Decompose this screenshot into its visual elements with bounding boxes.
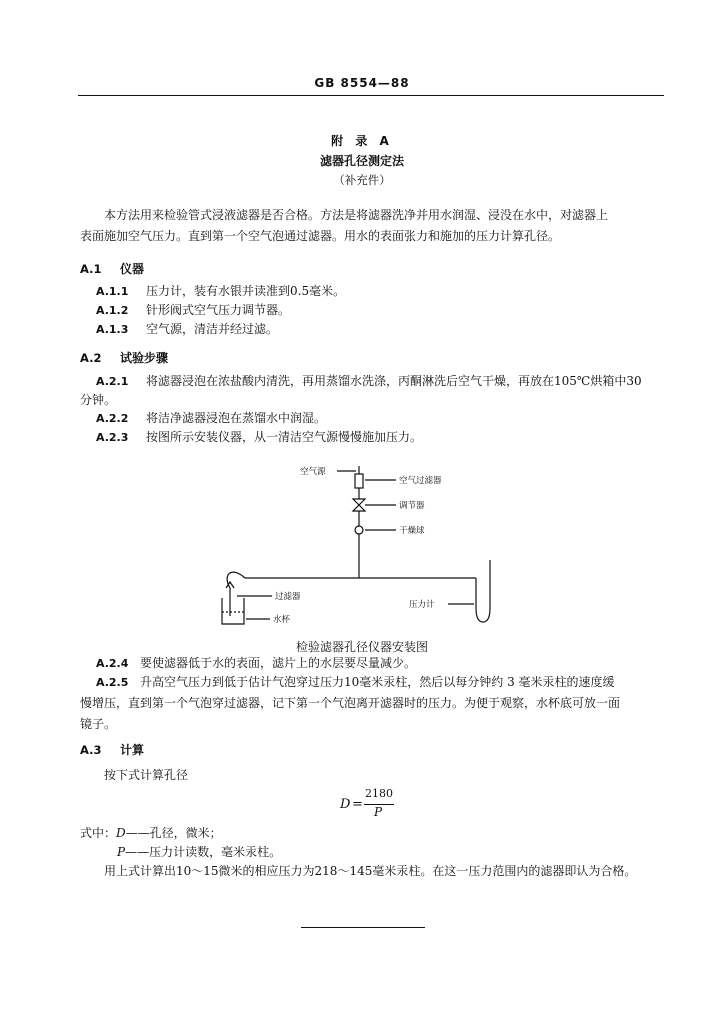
symbol-d: D xyxy=(116,826,126,840)
item-text: 将滤器浸泡在浓盐酸内清洗，再用蒸馏水洗涤，丙酮淋洗后空气干燥，再放在105℃烘箱中30 xyxy=(146,374,642,388)
symbol-p-description: ——压力计读数，毫米汞柱。 xyxy=(125,845,282,859)
symbol-d-description: ——孔径，微米； xyxy=(125,826,222,840)
item-a2-5 xyxy=(96,675,615,690)
item-number: A.2.4 xyxy=(96,657,129,670)
footer-rule xyxy=(301,927,425,928)
symbol-p: P xyxy=(117,845,126,859)
document-subtitle: （补充件） xyxy=(333,173,391,187)
label-regulator: 调节器 xyxy=(399,501,425,511)
where-line-d xyxy=(80,826,222,840)
item-number: A.1.1 xyxy=(96,285,129,298)
item-text: 针形阀式空气压力调节器。 xyxy=(146,303,291,317)
water-cup-shape xyxy=(222,598,244,624)
regulator-valve-shape xyxy=(353,499,365,511)
standard-number-header: GB 8554—88 xyxy=(314,76,410,90)
formula-equals: = xyxy=(352,797,363,812)
document-title: 滤器孔径测定法 xyxy=(319,154,404,168)
section-title: 试验步骤 xyxy=(120,351,169,365)
item-number: A.2.3 xyxy=(96,431,129,444)
section-number: A.3 xyxy=(80,743,102,757)
item-number: A.2.2 xyxy=(96,412,129,425)
appendix-heading: 附 录 A xyxy=(331,134,393,148)
conclusion: 用上式计算出10～15微米的相应压力为218～145毫米汞柱。在这一压力范围内的滤器即认为合格。 xyxy=(104,864,637,878)
label-air-filter: 空气过滤器 xyxy=(399,476,442,486)
item-text: 要使滤器低于水的表面，滤片上的水层要尽量减少。 xyxy=(140,656,417,670)
filter-hook-pipe xyxy=(227,572,245,616)
item-text: 按图所示安装仪器，从一清洁空气源慢慢施加压力。 xyxy=(146,430,423,444)
label-air-source: 空气源 xyxy=(300,467,326,477)
item-text: 将洁净滤器浸泡在蒸馏水中润湿。 xyxy=(146,411,327,425)
section-number: A.2 xyxy=(80,351,102,365)
section-title: 仪器 xyxy=(120,262,145,276)
manometer-tube xyxy=(476,560,490,622)
calc-intro: 按下式计算孔径 xyxy=(104,768,189,782)
label-manometer: 压力计 xyxy=(409,600,435,610)
item-number: A.1.2 xyxy=(96,304,129,317)
section-a3-heading xyxy=(80,741,144,758)
section-number: A.1 xyxy=(80,262,102,276)
item-number: A.2.1 xyxy=(96,375,129,388)
item-a2-4 xyxy=(96,656,416,671)
drying-ball-shape xyxy=(355,526,363,534)
intro-line-1: 本方法用来检验管式浸液滤器是否合格。方法是将滤器洗净并用水润湿、浸没在水中，对滤器上 xyxy=(104,208,609,222)
item-a2-5-continued: 慢增压，直到第一个气泡穿过滤器，记下第一个气泡离开滤器时的压力。为便于观察，水杯底可放一面 xyxy=(80,696,621,710)
item-number: A.2.5 xyxy=(96,676,129,689)
where-line-p xyxy=(117,845,281,859)
item-a2-5-continued-2: 镜子。 xyxy=(80,717,117,731)
label-filter: 过滤器 xyxy=(275,592,301,602)
item-text: 升高空气压力到低于估计气泡穿过压力10毫米汞柱，然后以每分钟约 3 毫米汞柱的速度缓 xyxy=(140,675,615,689)
figure-caption: 检验滤器孔径仪器安装图 xyxy=(295,640,428,654)
label-drying-ball: 干燥球 xyxy=(399,526,425,536)
air-filter-shape xyxy=(355,474,363,488)
item-text: 压力计，装有水银并读准到0.5毫米。 xyxy=(146,284,346,298)
item-text: 空气源，清洁并经过滤。 xyxy=(146,322,279,336)
formula-denominator: P xyxy=(374,805,383,819)
where-prefix: 式中： xyxy=(80,826,117,840)
item-a2-1-continued: 分钟。 xyxy=(80,393,117,407)
pore-size-formula xyxy=(340,787,400,821)
formula-lhs: D xyxy=(340,797,351,812)
formula-numerator: 2180 xyxy=(365,787,393,800)
intro-line-2: 表面施加空气压力。直到第一个空气泡通过滤器。用水的表面张力和施加的压力计算孔径。 xyxy=(80,229,561,243)
section-title: 计算 xyxy=(120,743,145,757)
label-water-cup: 水杯 xyxy=(273,615,291,625)
item-number: A.1.3 xyxy=(96,323,129,336)
